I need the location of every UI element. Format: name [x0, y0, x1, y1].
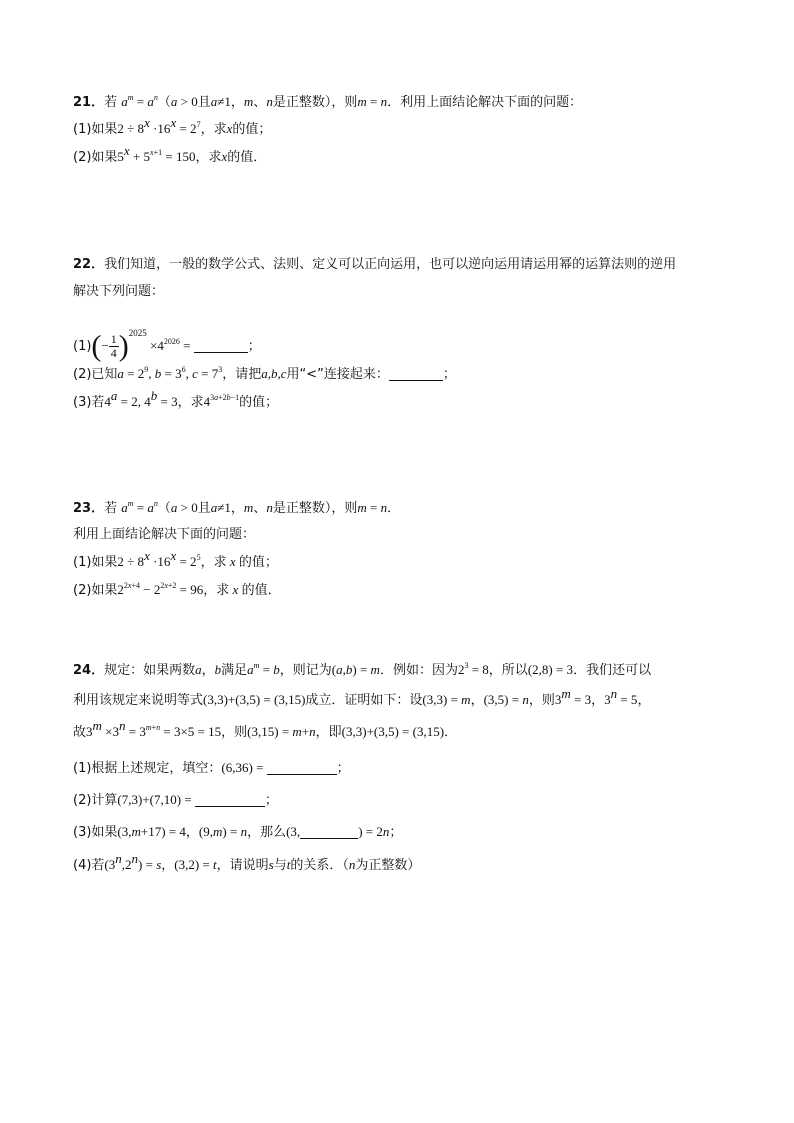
q22-part3: (3)若$4^a = 2$, $4^b = 3$，求$4^{3a+2b-1}$的值； [73, 388, 279, 410]
q22-part2: (2)已知$a = 2^9$, $b = 3^6$, $c = 7^3$，请把a,b,c用“<”连接起来： ； [73, 365, 456, 382]
q22-part2-answer-blank[interactable] [389, 366, 443, 381]
q23-part2: (2)如果$2^{2x+4} - 2^{2x+2} = 96$，求 x 的值． [73, 581, 281, 598]
q21-part2: (2)如果$5^x + 5^{x+1} = 150$，求x的值． [73, 143, 267, 165]
q22-intro-line1: 22．我们知道，一般的数学公式、法则、定义可以正向运用，也可以逆向运用请运用幂的运算法则的逆用 [73, 257, 677, 272]
q24-part3: (3)如果(3,m+17) = 4，(9,m) = n，那么(3, ) = 2n； [73, 824, 403, 840]
q21-part1: (1)如果$2 \div 8^x \cdot 16^x = 2^7$，求x的值； [73, 115, 272, 137]
q24-part1-answer-blank[interactable] [267, 760, 337, 775]
q24-part1: (1)根据上述规定，填空：(6,36) = ； [73, 760, 350, 776]
q23-stem: 23．若 $a^m = a^n(a > 0$且a≠1，m、n是正整数），则m = n． [73, 499, 401, 516]
q24-part4: (4)若$(3^n,2^n) = s$，(3,2) = t，请说明s与t的关系．（n为正整数） [73, 851, 421, 873]
q23-part1: (1)如果$2 \div 8^x \cdot 16^x = 2^5$，求 x 的值； [73, 548, 278, 570]
q24-part2-answer-blank[interactable] [195, 792, 265, 807]
q24-line2: 利用该规定来说明等式(3,3)+(3,5) = (3,15)成立．证明如下：设(3,3) = m，(3,5) = n，则$3^m = 3$，$3^n = 5$， [73, 686, 651, 708]
q24-number: 24． [73, 663, 105, 678]
q23-line2: 利用上面结论解决下面的问题： [73, 527, 256, 542]
fraction-one-quarter: $\frac{1}{4}$ [110, 332, 117, 360]
q21-stem: 21．若 $a^m = a^n(a > 0$且a≠1，m、n是正整数），则m = n．利用上面结论解决下面的问题： [73, 93, 583, 110]
q24-line1: 24．规定：如果两数a，b满足$a^m = b$，则记为(a,b) = m．例如：因为$2^3 = 8$，所以(2,8) = 3．我们还可以 [73, 661, 652, 678]
q21-number: 21． [73, 95, 105, 110]
q24-line3: 故$3^m \times 3^n = 3^{m+n} = 3\times 5 = 15$，则(3,15) = m+n，即(3,3)+(3,5) = (3,15)． [73, 718, 458, 740]
q22-part1-answer-blank[interactable] [194, 338, 248, 353]
q22-number: 22． [73, 257, 105, 272]
q22-part1: (1)(− $\frac{1}{4}$ )$^{2025} \times 4^{2026}$ = ； [73, 328, 261, 363]
q22-intro-line2: 解决下列问题： [73, 284, 165, 299]
q23-number: 23． [73, 501, 105, 516]
q24-part2: (2)计算(7,3)+(7,10) = ； [73, 792, 278, 808]
q24-part3-answer-blank[interactable] [300, 824, 358, 839]
